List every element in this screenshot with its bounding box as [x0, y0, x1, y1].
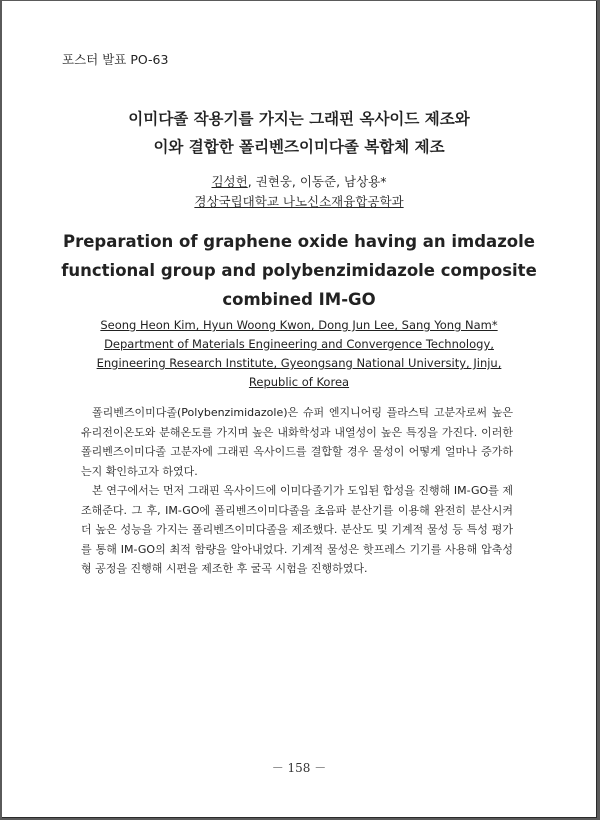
english-affiliation-line-2: Engineering Research Institute, Gyeongsang National University, Jinju,: [96, 356, 502, 370]
abstract-paragraph-2: 본 연구에서는 먼저 그래핀 옥사이드에 이미다졸기가 도입된 합성을 진행해 IM-GO를 제조해준다. 그 후, IM-GO에 폴리벤즈이미다졸을 초음파 분산기를 이용해 완전히 분산시켜 더 높은 성능을 가지는 폴리벤즈이미다졸을 제조했다. 분산도 및 기계적 물성 등 특성 평가를 통해 IM-GO의 최적 함량을 알아내었다. 기계적 물성은 핫프레스 기기를 사용해 압축성형 공정을 진행해 시편을 제조한 후 굴곡 시험을 진행하였다.: [81, 484, 513, 575]
korean-title-line-1: 이미다졸 작용기를 가지는 그래핀 옥사이드 제조와: [128, 110, 470, 128]
korean-affiliation: 경상국립대학교 나노신소재융합공학과: [194, 194, 404, 209]
korean-authors: [2, 172, 596, 192]
english-authors-block: [2, 316, 596, 392]
english-authors: Seong Heon Kim, Hyun Woong Kwon, Dong Jun Lee, Sang Yong Nam*: [100, 318, 498, 332]
abstract-body: [81, 403, 513, 579]
english-affiliation-line-1: Department of Materials Engineering and Convergence Technology,: [104, 337, 494, 351]
english-title-line-1: Preparation of graphene oxide having an imdazole: [63, 232, 535, 251]
abstract-paragraph-1: 폴리벤즈이미다졸(Polybenzimidazole)은 슈퍼 엔지니어링 플라스틱 고분자로써 높은 유리전이온도와 분해온도를 가지며 높은 내화학성과 내열성이 높은 특징을 가진다. 이러한 폴리벤즈이미다졸 고분자에 그래핀 옥사이드를 결합할 경우 물성이 어떻게 얼마나 증가하는지 확인하고자 하였다.: [81, 406, 513, 478]
page-number: － 158 －: [271, 761, 327, 775]
poster-label: 포스터 발표 PO-63: [62, 52, 169, 67]
document-page: [2, 1, 597, 818]
english-title-line-2: functional group and polybenzimidazole composite: [61, 261, 537, 280]
english-title-line-3: combined IM-GO: [222, 290, 376, 309]
korean-title-line-2: 이와 결합한 폴리벤즈이미다졸 복합체 제조: [153, 138, 445, 156]
korean-title: [2, 105, 596, 161]
korean-authors-block: [2, 172, 596, 212]
english-title: [2, 227, 596, 314]
korean-first-author: 김성헌: [211, 174, 248, 189]
english-affiliation-line-3: Republic of Korea: [248, 375, 350, 389]
korean-other-authors: , 권현웅, 이동준, 남상용*: [247, 174, 387, 189]
